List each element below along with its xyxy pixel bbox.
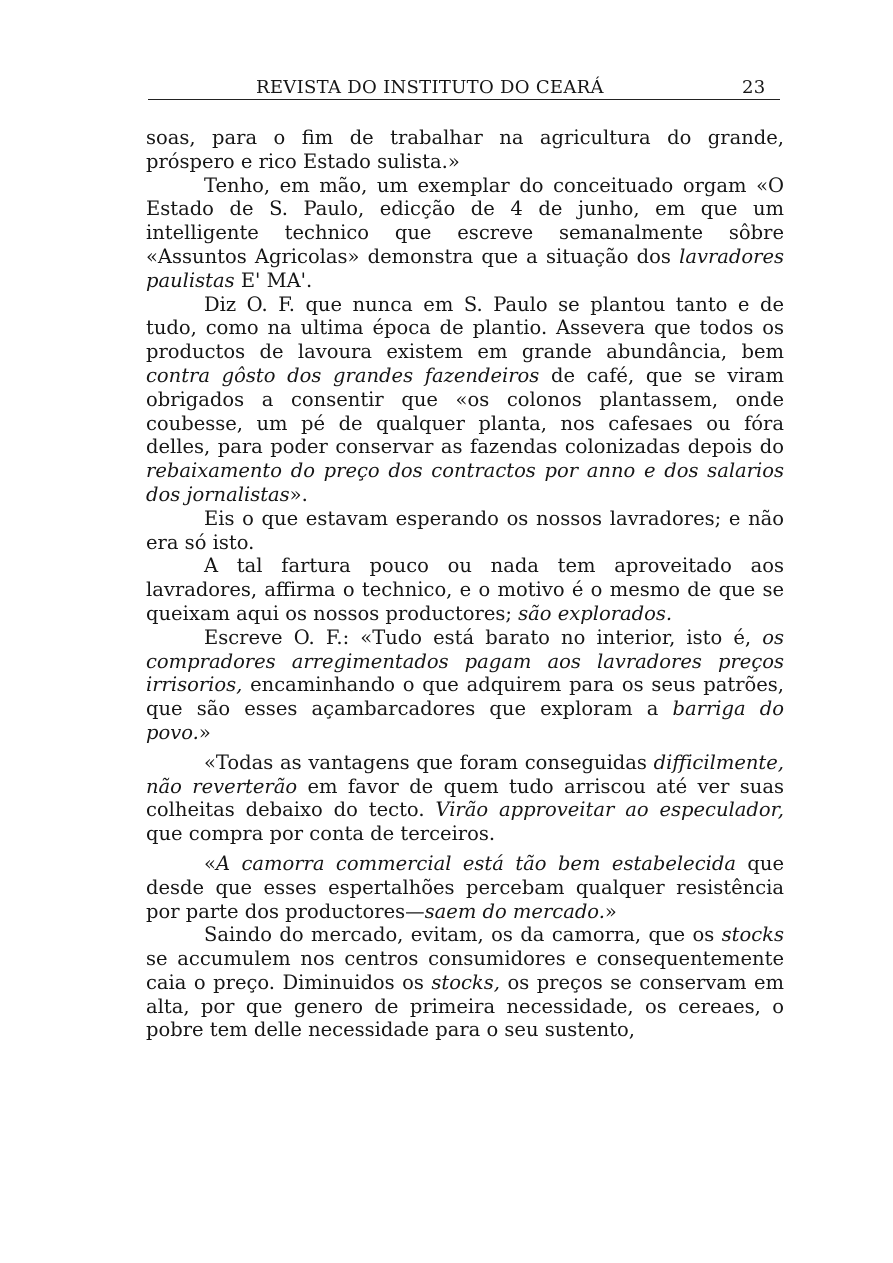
italic-run: stocks,	[431, 970, 500, 994]
paragraph	[146, 626, 784, 745]
italic-run: Virão approveitar ao especulador,	[435, 798, 784, 822]
text-run: «Todas as vantagens que foram conseguidas	[204, 750, 654, 774]
text-run: Eis o que estavam esperando os nossos lavradores; e não era só isto.	[146, 506, 784, 554]
text-run: »	[198, 720, 211, 744]
paragraph	[146, 507, 784, 555]
italic-run: barriga do povo.	[146, 697, 784, 744]
text-run: »	[604, 899, 617, 923]
text-run: em favor de quem tudo arriscou até ver suas colheitas debaixo do tecto.	[146, 774, 784, 822]
journal-title: REVISTA DO INSTITUTO DO CEARÁ	[256, 77, 604, 98]
paragraph	[146, 126, 784, 174]
body-text	[146, 126, 784, 1042]
text-run: os preços se conservam em alta, por que genero de primeira necessidade, os cereaes, o pobre tem delle necessidade para o seu sustento,	[146, 970, 784, 1042]
text-run: que compra por conta de terceiros.	[146, 822, 496, 846]
italic-run: são explorados.	[518, 601, 673, 625]
paragraph	[146, 923, 784, 1042]
text-run: Tenho, em mão, um exemplar do conceituado orgam «O Estado de S. Paulo, edicção de 4 de junho, em que um intelligente technico que escreve semanalmente sôbre «Assuntos Agricolas» demonstra que a situação dos	[146, 173, 784, 268]
italic-run: saem do mercado.	[424, 899, 605, 923]
text-run: soas, para o fim de trabalhar na agricultura do grande, próspero e rico Estado sulista.»	[146, 126, 784, 173]
text-run: se accumulem nos centros consumidores e consequentemente caia o preço. Diminuidos os	[146, 947, 784, 994]
page-number: 23	[742, 77, 766, 98]
text-run: de café, que se viram obrigados a consentir que «os colonos plantassem, onde coubesse, um pé de qualquer planta, nos cafesaes ou fóra delles, para poder conservar as fazendas colonizadas depois do	[146, 363, 784, 459]
italic-run: lavradores paulistas	[146, 244, 784, 292]
text-run: Escreve O. F.: «Tudo está barato no interior, isto é,	[204, 625, 763, 649]
text-run: encaminhando o que adquirem para os seus patrões, que são esses açambarcadores que exploram a	[146, 673, 784, 721]
italic-run: rebaixamento do preço dos contractos por anno e dos salarios dos jornalistas	[146, 459, 784, 506]
text-run: A tal fartura pouco ou nada tem aproveitado aos lavradores, affirma o technico, e o motivo é o mesmo de que se queixam aqui os nossos productores;	[146, 554, 784, 625]
text-run: «	[204, 851, 216, 875]
header-rule	[148, 99, 780, 100]
text-run: que desde que esses espertalhões percebam qualquer resistência por parte dos productores—	[146, 851, 784, 923]
paragraph	[146, 554, 784, 625]
text-run: E' MA'.	[234, 268, 313, 292]
paragraph	[146, 293, 784, 507]
paragraph	[146, 174, 784, 293]
italic-run: os compradores arregimentados pagam aos lavradores preços irrisorios,	[146, 625, 784, 697]
paragraph	[146, 751, 784, 846]
text-run: Diz O. F. que nunca em S. Paulo se plantou tanto e de tudo, como na ultima época de plantio. Assevera que todos os productos de lavoura existem em grande abundância, bem	[146, 292, 784, 364]
text-run: Saindo do mercado, evitam, os da camorra, que os	[204, 923, 722, 947]
italic-run: A camorra commercial está tão bem estabelecida	[215, 851, 736, 875]
paragraph	[146, 852, 784, 923]
italic-run: contra gôsto dos grandes fazendeiros	[146, 363, 540, 387]
text-run: ».	[289, 482, 308, 506]
italic-run: difficilmente, não reverterão	[146, 750, 784, 798]
italic-run: stocks	[721, 923, 784, 947]
